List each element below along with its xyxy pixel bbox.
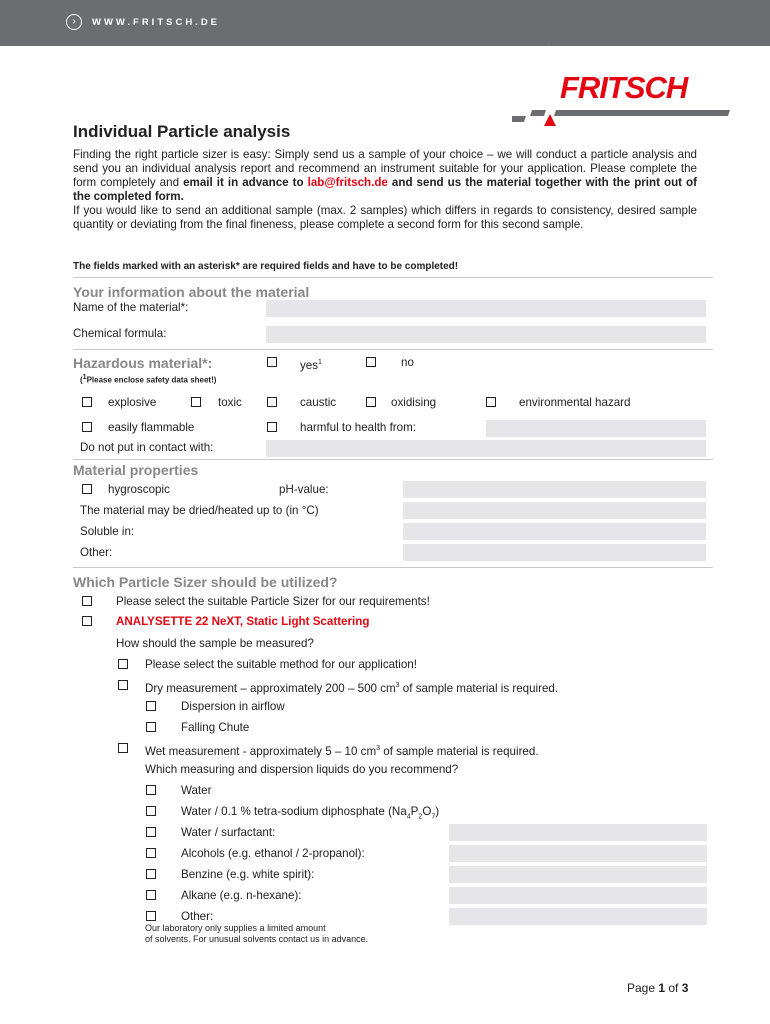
no-contact-field[interactable] (266, 440, 706, 457)
other-field[interactable] (403, 544, 706, 561)
caustic-label: caustic (300, 396, 337, 409)
divider (73, 459, 713, 460)
harmful-label: harmful to health from: (300, 421, 416, 434)
formula-field[interactable] (266, 326, 706, 343)
other-label: Other: (80, 546, 113, 559)
water-tsp-label: Water / 0.1 % tetra-sodium diphosphate $(Na_4P_2O_7)$ (181, 805, 440, 821)
benzine-checkbox[interactable] (146, 869, 156, 879)
water-label: Water (181, 784, 212, 797)
surfactant-checkbox[interactable] (146, 827, 156, 837)
no-contact-label: Do not put in contact with: (80, 441, 214, 454)
divider (73, 567, 713, 568)
ph-field[interactable] (403, 481, 706, 498)
flammable-label: easily flammable (108, 421, 195, 434)
dried-label: The material may be dried/heated up to (in °C) (80, 504, 319, 517)
alkane-checkbox[interactable] (146, 890, 156, 900)
hazard-note: ($^1$Please enclose safety data sheet!) (80, 374, 217, 385)
other-solvent-label: Other: (181, 910, 214, 923)
other-solvent-checkbox[interactable] (146, 911, 156, 921)
formula-label: Chemical formula: (73, 327, 167, 340)
other-solvent-field[interactable] (449, 908, 707, 925)
toxic-label: toxic (218, 396, 242, 409)
caustic-checkbox[interactable] (267, 397, 277, 407)
dried-field[interactable] (403, 502, 706, 519)
wet-label: Wet measurement - approximately 5 – 10 $cm^3$ of sample material is required. (145, 744, 539, 758)
website-link[interactable]: WWW.FRITSCH.DE (92, 17, 221, 28)
select-method-label: Please select the suitable method for our application! (145, 658, 417, 671)
dry-label: Dry measurement – approximately 200 – 500 $cm^3$ of sample material is required. (145, 681, 559, 695)
intro-bold-2: and send us the material together with the print out of the completed form. (73, 176, 697, 203)
no-label: no (401, 356, 414, 369)
soluble-field[interactable] (403, 523, 706, 540)
intro-bold: email it in advance to (183, 176, 308, 189)
ph-label: pH-value: (279, 483, 329, 496)
yes-label: yes$^1$ (300, 358, 322, 372)
alkane-field[interactable] (449, 887, 707, 904)
wet-checkbox[interactable] (118, 743, 128, 753)
harmful-checkbox[interactable] (267, 422, 277, 432)
benzine-label: Benzine (e.g. white spirit): (181, 868, 315, 881)
surfactant-label: Water / surfactant: (181, 826, 276, 839)
intro-p1: Finding the right particle sizer is easy: Simply send us a sample of your choice – we will conduct a particle analysis and send you an individual analysis report and recommend an instrument suitable for your application. Please complete the form completely and (73, 148, 697, 189)
divider (73, 277, 713, 278)
benzine-field[interactable] (449, 866, 707, 883)
liquids-question: Which measuring and dispersion liquids do you recommend? (145, 763, 459, 776)
toxic-checkbox[interactable] (191, 397, 201, 407)
required-note: The fields marked with an asterisk* are required fields and have to be completed! (73, 261, 459, 272)
environmental-checkbox[interactable] (486, 397, 496, 407)
select-method-checkbox[interactable] (118, 659, 128, 669)
section-heading-info: Your information about the material (73, 284, 310, 300)
chevron-right-circle-icon[interactable]: › (66, 14, 82, 30)
environmental-label: environmental hazard (519, 396, 631, 409)
hygroscopic-label: hygroscopic (108, 483, 170, 496)
explosive-checkbox[interactable] (82, 397, 92, 407)
oxidising-label: oxidising (391, 396, 437, 409)
yes-checkbox[interactable] (267, 357, 277, 367)
name-label: Name of the material*: (73, 301, 189, 314)
section-heading-sizer: Which Particle Sizer should be utilized? (73, 574, 338, 590)
flammable-checkbox[interactable] (82, 422, 92, 432)
page-title: Individual Particle analysis (73, 122, 291, 141)
alcohols-checkbox[interactable] (146, 848, 156, 858)
section-heading-properties: Material properties (73, 462, 199, 478)
analysette-label: ANALYSETTE 22 NeXT, Static Light Scattering (116, 615, 370, 628)
airflow-checkbox[interactable] (146, 701, 156, 711)
select-suitable-checkbox[interactable] (82, 596, 92, 606)
logo-stripes (512, 102, 732, 132)
no-checkbox[interactable] (366, 357, 376, 367)
name-field[interactable] (266, 300, 706, 317)
explosive-label: explosive (108, 396, 157, 409)
fritsch-logo: FRITSCH (560, 70, 688, 105)
solvent-footnote-2: of solvents. For unusual solvents contact us in advance. (145, 934, 369, 944)
analysette-checkbox[interactable] (82, 616, 92, 626)
header-right-block (548, 0, 770, 46)
hygroscopic-checkbox[interactable] (82, 484, 92, 494)
harmful-field[interactable] (486, 420, 706, 437)
airflow-label: Dispersion in airflow (181, 700, 285, 713)
select-suitable-label: Please select the suitable Particle Sizer for our requirements! (116, 595, 430, 608)
alcohols-label: Alcohols (e.g. ethanol / 2-propanol): (181, 847, 365, 860)
email-link[interactable]: lab@fritsch.de (307, 176, 388, 189)
solvent-footnote-1: Our laboratory only supplies a limited amount (145, 923, 326, 933)
surfactant-field[interactable] (449, 824, 707, 841)
water-checkbox[interactable] (146, 785, 156, 795)
how-measured-label: How should the sample be measured? (116, 637, 314, 650)
water-tsp-checkbox[interactable] (146, 806, 156, 816)
section-heading-hazard: Hazardous material*: (73, 355, 213, 371)
alcohols-field[interactable] (449, 845, 707, 862)
page-number: Page 1 of 3 (627, 981, 689, 995)
soluble-label: Soluble in: (80, 525, 135, 538)
chute-checkbox[interactable] (146, 722, 156, 732)
intro-p2: If you would like to send an additional sample (max. 2 samples) which differs in regards to consistency, desired sample quantity or deviating from the final fineness, please complete a second form for this second sample. (73, 204, 697, 231)
dry-checkbox[interactable] (118, 680, 128, 690)
divider (73, 349, 713, 350)
chute-label: Falling Chute (181, 721, 250, 734)
intro-text (73, 148, 697, 232)
alkane-label: Alkane (e.g. n-hexane): (181, 889, 302, 902)
oxidising-checkbox[interactable] (366, 397, 376, 407)
